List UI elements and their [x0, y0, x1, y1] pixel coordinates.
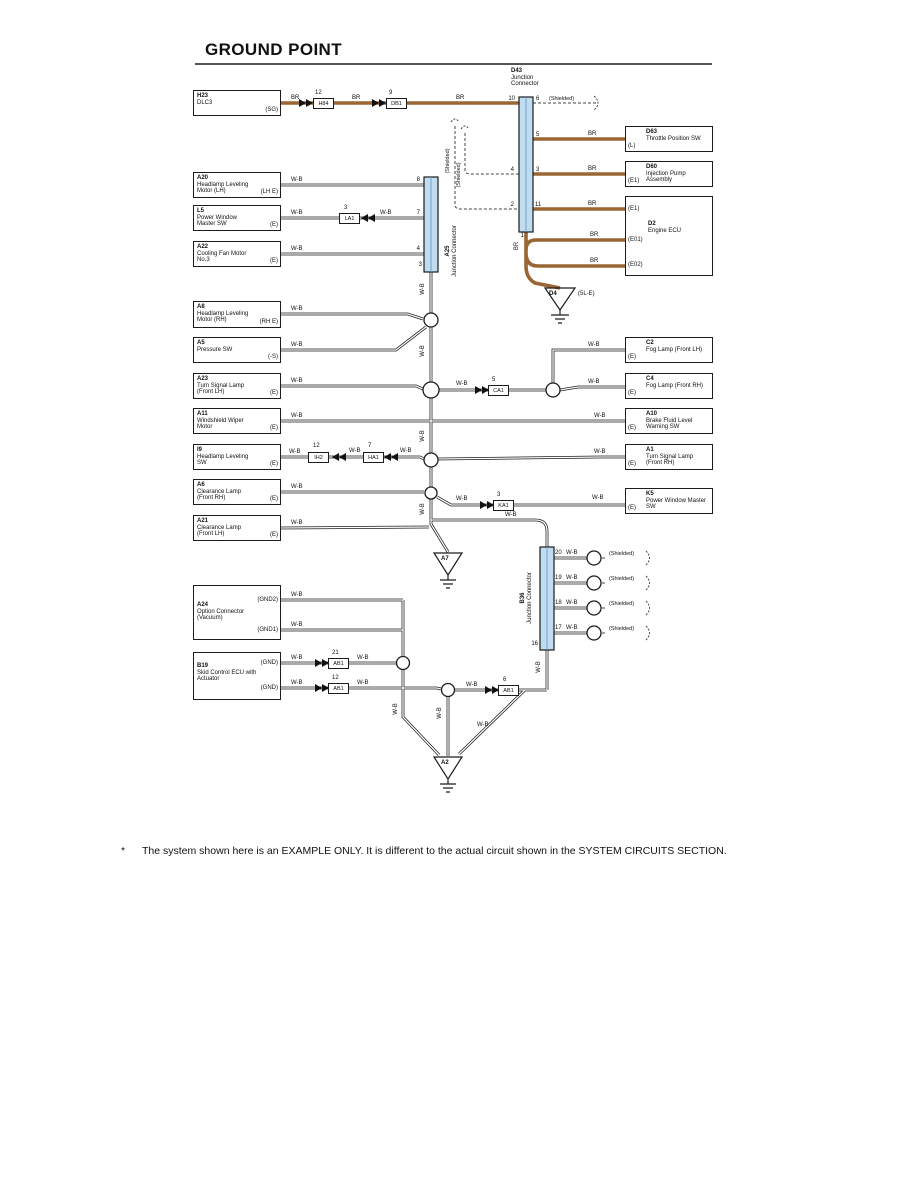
component-name: Power Window Master SW: [646, 497, 707, 511]
junction-pin-number: 16: [531, 641, 538, 647]
component-code: D2: [648, 221, 656, 227]
note-text: The system shown here is an EXAMPLE ONLY. It is different to the actual circuit shown in the SYSTEM CIRCUITS SECTION.: [142, 845, 727, 857]
wire-label-br: BR: [588, 166, 597, 172]
component-text: [197, 376, 257, 396]
component-name: DLC3: [197, 99, 213, 106]
component-box-d2: [625, 196, 713, 276]
component-text: [197, 304, 257, 324]
component-box-a10: [625, 408, 713, 434]
component-pin: (GND2): [257, 597, 278, 603]
connector-label: HA1: [368, 454, 379, 461]
wire-label-wb: W-B: [289, 449, 301, 455]
connector-label: CA1: [493, 387, 504, 394]
wire-label-wb: W-B: [477, 722, 489, 728]
component-text: [197, 244, 257, 264]
connector-ca1: [488, 385, 509, 396]
wire-label-br: BR: [291, 95, 300, 101]
component-box-c4: [625, 373, 713, 399]
component-pin: (E): [270, 461, 278, 467]
junction-b36-label: [520, 556, 534, 640]
wire-label-wb: W-B: [291, 622, 303, 628]
connector-pin-number: 9: [389, 90, 393, 96]
wire-label-wb-vertical: W-B: [420, 345, 426, 357]
wire-label-wb-vertical: W-B: [420, 430, 426, 442]
component-code: A20: [197, 175, 209, 181]
component-pin: (SG): [265, 107, 278, 113]
component-code: L5: [197, 208, 205, 214]
wire-label-wb: W-B: [566, 575, 578, 581]
junction-pin-number: 19: [555, 575, 562, 581]
component-code: A23: [197, 376, 209, 382]
component-box-a1: [625, 444, 713, 470]
junction-node: [424, 453, 438, 467]
shield-ground-node: [587, 626, 601, 640]
shield-ground-node: [587, 601, 601, 615]
component-code: C2: [646, 340, 654, 346]
wire-label-wb-vertical: W-B: [420, 503, 426, 515]
wire-label-br: BR: [590, 258, 599, 264]
component-box-c2: [625, 337, 713, 363]
component-pin: (E01): [628, 237, 643, 243]
junction-pin-number: 7: [416, 210, 420, 216]
wire-label-wb: W-B: [588, 342, 600, 348]
component-pin: (E): [270, 390, 278, 396]
component-text: [197, 340, 257, 353]
component-text: [197, 482, 257, 502]
junction-pin-number: 1: [520, 233, 524, 239]
component-code: H23: [197, 93, 209, 99]
junction-pin-number: 18: [555, 600, 562, 606]
wire-label-wb: W-B: [291, 592, 303, 598]
ground-pin-d4: (5L-E): [578, 291, 595, 297]
shielded-label: (Shielded): [609, 601, 635, 607]
wire-label-wb: W-B: [566, 600, 578, 606]
shielded-label-vertical: (Shielded): [445, 148, 451, 174]
connector-label: H84: [318, 100, 329, 107]
junction-pin-number: 20: [555, 550, 562, 556]
component-pin: (LH E): [260, 189, 278, 195]
junction-pin-number: 3: [418, 262, 422, 268]
junction-pin-number: 3: [536, 167, 540, 173]
component-name: Headlamp Leveling Motor (LH): [197, 181, 249, 195]
junction-code: A25: [445, 245, 451, 257]
connector-ab1-12: [328, 683, 349, 694]
connector-la1: [339, 213, 360, 224]
junction-pin-number: 8: [416, 177, 420, 183]
component-name: Turn Signal Lamp (Front LH): [197, 382, 245, 396]
junction-code: D43: [511, 68, 523, 74]
component-text: [197, 518, 257, 538]
wire-label-wb: W-B: [291, 378, 303, 384]
wire-label-wb: W-B: [505, 512, 517, 518]
component-pin: (GND): [260, 660, 278, 666]
component-text: [197, 447, 257, 467]
component-pin: (E): [628, 390, 636, 396]
junction-name: Junction Connector: [511, 74, 539, 88]
connector-ab1-6: [498, 685, 519, 696]
component-name: Throttle Position SW: [646, 135, 701, 142]
junction-node: [424, 313, 438, 327]
component-text: [197, 175, 257, 195]
component-code: C4: [646, 376, 654, 382]
wire-label-wb: W-B: [291, 177, 303, 183]
component-pin: (RH E): [259, 319, 278, 325]
shielded-label: (Shielded): [609, 626, 635, 632]
component-box-d60: [625, 161, 713, 187]
shielded-label: (Shielded): [549, 96, 575, 102]
component-code: A8: [197, 304, 205, 310]
component-code: A24: [197, 602, 209, 608]
component-pin: (E): [628, 505, 636, 511]
junction-name: Junction Connector: [451, 225, 458, 277]
component-name: Turn Signal Lamp (Front RH): [646, 453, 694, 467]
connector-pin-number: 3: [344, 205, 348, 211]
component-name: Clearance Lamp (Front LH): [197, 524, 242, 538]
wire-label-wb: W-B: [594, 449, 606, 455]
connector-pin-number: 21: [332, 650, 339, 656]
wire-label-wb: W-B: [291, 413, 303, 419]
junction-pin-number: 17: [555, 625, 562, 631]
wire-label-wb: W-B: [291, 342, 303, 348]
wire-label-wb: W-B: [456, 381, 468, 387]
component-name: Clearance Lamp (Front RH): [197, 488, 242, 502]
connector-pin-number: 3: [497, 492, 501, 498]
component-pin: (E): [270, 425, 278, 431]
component-text: [646, 491, 710, 511]
component-text: [648, 221, 708, 234]
wire-label-wb-vertical: W-B: [420, 283, 426, 295]
component-box-b19: [193, 652, 281, 700]
wire-label-br: BR: [456, 95, 465, 101]
junction-node: [397, 657, 410, 670]
component-code: B19: [197, 663, 209, 669]
wire-label-wb: W-B: [291, 520, 303, 526]
component-box-a23: [193, 373, 281, 399]
connector-ab1-21: [328, 658, 349, 669]
connector-pin-number: 7: [368, 443, 372, 449]
component-code: A11: [197, 411, 208, 417]
component-code: I9: [197, 447, 203, 453]
wire-label-wb: W-B: [566, 625, 578, 631]
connector-label: DB1: [391, 100, 402, 107]
component-box-d63: [625, 126, 713, 152]
connector-label: AB1: [503, 687, 514, 694]
ground-label-a2: A2: [441, 760, 449, 766]
component-box-a21: [193, 515, 281, 541]
component-box-l5: [193, 205, 281, 231]
component-name: Injection Pump Assembly: [646, 170, 686, 184]
component-pin: (E): [270, 532, 278, 538]
junction-code: B36: [520, 592, 526, 604]
connector-arrows: [299, 99, 499, 694]
connector-pin-number: 12: [313, 443, 320, 449]
junction-node: [442, 684, 455, 697]
wire-label-wb-vertical: W-B: [437, 707, 443, 719]
junction-pin-number: 4: [416, 246, 420, 252]
component-text: [646, 129, 710, 142]
connector-pin-number: 12: [315, 90, 322, 96]
component-pin: (E): [628, 461, 636, 467]
component-text: [646, 340, 710, 353]
component-name: Option Connector (Vacuum): [197, 608, 245, 622]
connector-pin-number: 12: [332, 675, 339, 681]
component-box-i9: [193, 444, 281, 470]
ground-label-d4: D4: [549, 291, 557, 297]
component-text: [197, 93, 257, 106]
component-pin: (E): [628, 354, 636, 360]
component-pin: (E): [270, 222, 278, 228]
junction-node: [425, 487, 437, 499]
wire-label-wb-vertical: W-B: [393, 703, 399, 715]
component-pin: (GND1): [257, 627, 278, 633]
wire-label-wb: W-B: [400, 448, 412, 454]
connector-ih2: [308, 452, 329, 463]
component-text: [646, 164, 710, 184]
component-text: [197, 602, 257, 622]
connector-label: AB1: [333, 660, 344, 667]
component-box-a5: [193, 337, 281, 363]
wire-label-wb: W-B: [349, 448, 361, 454]
component-code: D60: [646, 164, 658, 170]
component-name: Skid Control ECU with Actuator: [197, 669, 257, 683]
component-box-a11: [193, 408, 281, 434]
wire-label-br: BR: [352, 95, 361, 101]
shielded-label-vertical: (Shielded): [456, 162, 462, 188]
connector-db1: [386, 98, 407, 109]
note-asterisk: *: [121, 845, 126, 857]
connector-label: LA1: [344, 215, 355, 222]
wire-label-br-vertical: BR: [514, 241, 520, 251]
component-box-a8: [193, 301, 281, 328]
component-pin: (E): [270, 258, 278, 264]
junction-pin-number: 4: [510, 167, 514, 173]
component-name: Power Window Master SW: [197, 214, 238, 228]
connector-label: KA1: [498, 502, 509, 509]
component-name: Engine ECU: [648, 227, 682, 234]
component-box-h23: [193, 90, 281, 116]
wire-label-wb: W-B: [291, 655, 303, 661]
component-code: A21: [197, 518, 209, 524]
component-code: A6: [197, 482, 205, 488]
component-pin: (E1): [628, 206, 640, 212]
wire-label-wb: W-B: [357, 680, 369, 686]
shield-ground-node: [587, 576, 601, 590]
component-name: Pressure SW: [197, 346, 233, 353]
junction-node: [546, 383, 560, 397]
component-name: Headlamp Leveling SW: [197, 453, 249, 467]
junction-pin-number: 2: [510, 202, 514, 208]
component-pin: (E1): [628, 178, 640, 184]
component-pin: (L): [628, 143, 636, 149]
component-box-a24: [193, 585, 281, 640]
connector-pin-number: 5: [492, 377, 496, 383]
component-box-k5: [625, 488, 713, 514]
junction-d43-label: [511, 68, 547, 88]
component-text: [197, 208, 257, 228]
component-name: Headlamp Leveling Motor (RH): [197, 310, 249, 324]
component-name: Brake Fluid Level Warning SW: [646, 417, 693, 431]
wire-label-wb: W-B: [456, 496, 468, 502]
connector-label: IH2: [314, 454, 323, 461]
component-pin: (E): [628, 425, 636, 431]
wire-label-wb: W-B: [291, 306, 303, 312]
junction-node: [423, 382, 439, 398]
wire-label-wb: W-B: [357, 655, 369, 661]
component-text: [646, 447, 710, 467]
wire-label-wb: W-B: [566, 550, 578, 556]
shielded-label: (Shielded): [609, 576, 635, 582]
component-text: [646, 376, 710, 389]
component-code: A22: [197, 244, 209, 250]
junction-name: Junction Connector: [526, 572, 533, 624]
component-name: Fog Lamp (Front RH): [646, 382, 704, 389]
wire-label-wb: W-B: [291, 484, 303, 490]
component-code: K5: [646, 491, 654, 497]
wire-label-wb: W-B: [588, 379, 600, 385]
connector-ha1: [363, 452, 384, 463]
wire-label-br: BR: [588, 131, 597, 137]
component-pin: (E02): [628, 262, 643, 268]
component-pin: (E): [270, 496, 278, 502]
junction-a25-label: [445, 209, 459, 293]
component-pin: (GND): [260, 685, 278, 691]
connector-pin-number: 6: [503, 677, 507, 683]
component-code: D63: [646, 129, 658, 135]
component-name: Fog Lamp (Front LH): [646, 346, 703, 353]
wire-label-br: BR: [588, 201, 597, 207]
ground-label-a7: A7: [441, 556, 449, 562]
page-title: GROUND POINT: [205, 40, 343, 59]
component-text: [646, 411, 710, 431]
connector-h84: [313, 98, 334, 109]
component-box-a22: [193, 241, 281, 267]
wire-label-wb: W-B: [594, 413, 606, 419]
junction-pin-number: 5: [536, 132, 540, 138]
component-box-a6: [193, 479, 281, 505]
component-text: [197, 663, 257, 683]
wire-label-wb: W-B: [592, 495, 604, 501]
component-name: Windshield Wiper Motor: [197, 417, 244, 431]
component-name: Cooling Fan Motor No.3: [197, 250, 247, 264]
junction-pin-number: 10: [508, 96, 515, 102]
connector-label: AB1: [333, 685, 344, 692]
junction-pin-number: 6: [536, 96, 540, 102]
wire-label-wb-vertical: W-B: [536, 661, 542, 673]
wire-label-wb: W-B: [466, 682, 478, 688]
wire-label-br: BR: [590, 232, 599, 238]
shielded-label: (Shielded): [609, 551, 635, 557]
component-code: A5: [197, 340, 205, 346]
shield-ground-node: [587, 551, 601, 565]
wire-label-wb: W-B: [291, 246, 303, 252]
wire-label-wb: W-B: [380, 210, 392, 216]
component-code: A1: [646, 447, 654, 453]
component-box-a20: [193, 172, 281, 198]
connector-ka1: [493, 500, 514, 511]
wire-label-wb: W-B: [291, 210, 303, 216]
component-pin: (-S): [268, 354, 278, 360]
component-code: A10: [646, 411, 658, 417]
wire-label-wb: W-B: [291, 680, 303, 686]
component-text: [197, 411, 257, 431]
junction-pin-number: 11: [535, 202, 542, 208]
